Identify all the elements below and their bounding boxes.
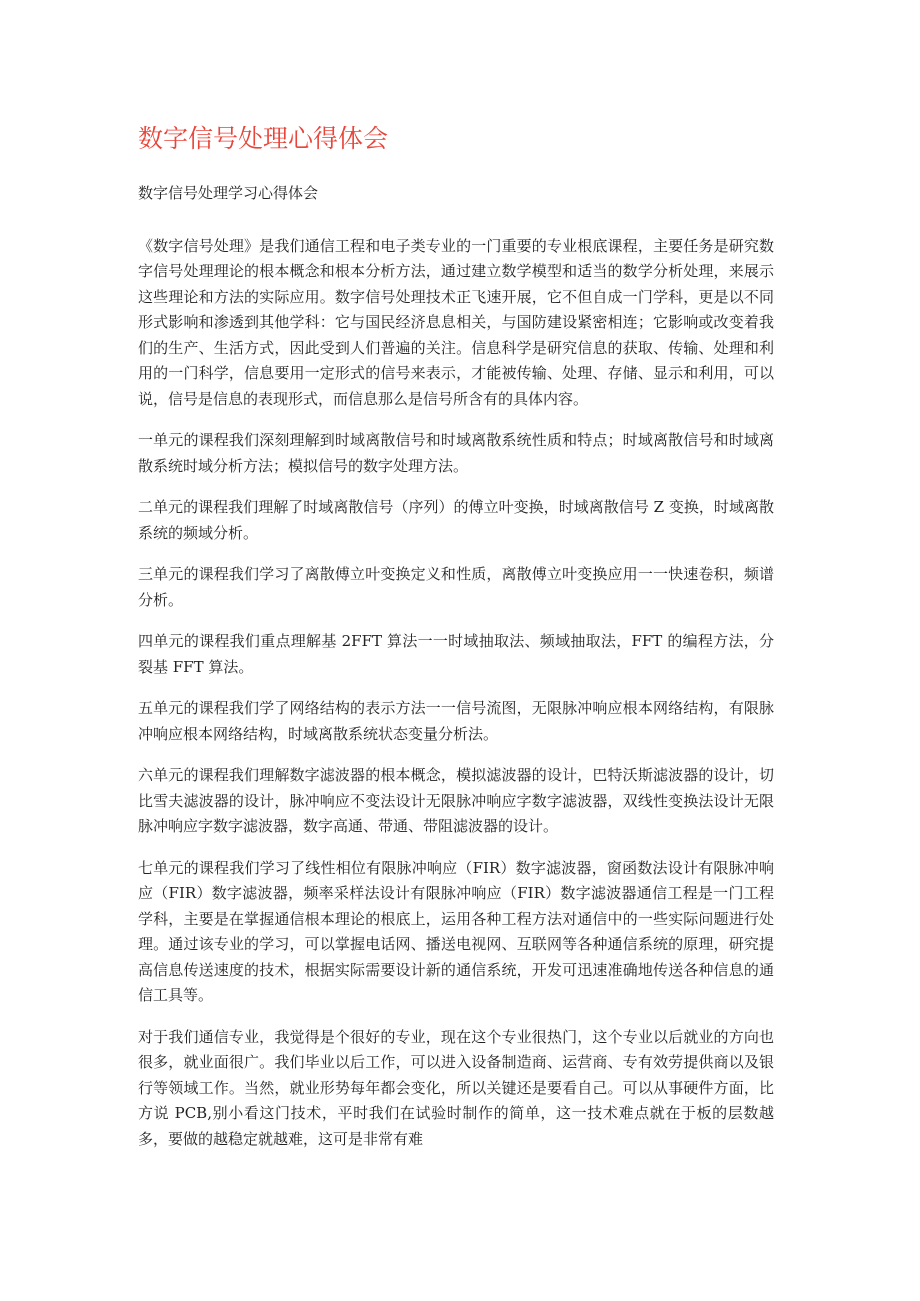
paragraph-unit-2: 二单元的课程我们理解了时域离散信号（序列）的傅立叶变换，时域离散信号 Z 变换，时域离散系统的频域分析。 [138,498,774,542]
paragraph-unit-1: 一单元的课程我们深刻理解到时域离散信号和时域离散系统性质和特点；时域离散信号和时域离散系统时域分析方法；模拟信号的数字处理方法。 [138,431,774,475]
paragraph-unit-7: 七单元的课程我们学习了线性相位有限脉冲响应（FIR）数字滤波器，窗函数法设计有限脉冲响应（FIR）数字滤波器，频率采样法设计有限脉冲响应（FIR）数字滤波器通信工程是一门工程学科，主要是在掌握通信根本理论的根底上，运用各种工程方法对通信中的一些实际问题进行处理。通过该专业的学习，可以掌握电话网、播送电视网、互联网等各种通信系统的原理，研究提高信息传送速度的技术，根据实际需要设计新的通信系统，开发可迅速准确地传送各种信息的通信工具等。 [138,858,774,1004]
document-title: 数字信号处理心得体会 [138,124,389,153]
paragraph-unit-4: 四单元的课程我们重点理解基 2FFT 算法一一时域抽取法、频域抽取法，FFT 的编程方法，分裂基 FFT 算法。 [138,632,774,676]
paragraph-intro: 《数字信号处理》是我们通信工程和电子类专业的一门重要的专业根底课程，主要任务是研究数字信号处理理论的根本概念和根本分析方法，通过建立数学模型和适当的数学分析处理，来展示这些理论和方法的实际应用。数字信号处理技术正飞速开展，它不但自成一门学科，更是以不同形式影响和渗透到其他学科：它与国民经济息息相关，与国防建设紧密相连；它影响或改变着我们的生产、生活方式，因此受到人们普遍的关注。信息科学是研究信息的获取、传输、处理和利用的一门科学，信息要用一定形式的信号来表示，才能被传输、处理、存储、显示和利用，可以说，信号是信息的表现形式，而信息那么是信号所含有的具体内容。 [138,236,774,408]
paragraph-unit-5: 五单元的课程我们学了网络结构的表示方法一一信号流图，无限脉冲响应根本网络结构，有限脉冲响应根本网络结构，时域离散系统状态变量分析法。 [138,699,774,743]
document-subtitle: 数字信号处理学习心得体会 [138,184,319,202]
paragraph-career: 对于我们通信专业，我觉得是个很好的专业，现在这个专业很热门，这个专业以后就业的方向也很多，就业面很广。我们毕业以后工作，可以进入设备制造商、运营商、专有效劳提供商以及银行等领域工作。当然，就业形势每年都会变化，所以关键还是要看自己。可以从事硬件方面，比方说 PCB,别小看这门技术，平时我们在试验时制作的简单，这一技术难点就在于板的层数越多，要做的越稳定就越难，这可是非常有难 [138,1027,774,1148]
paragraph-unit-6: 六单元的课程我们理解数字滤波器的根本概念，模拟滤波器的设计，巴特沃斯滤波器的设计，切比雪夫滤波器的设计，脉冲响应不变法设计无限脉冲响应字数字滤波器，双线性变换法设计无限脉冲响应字数字滤波器，数字高通、带通、带阻滤波器的设计。 [138,766,774,835]
paragraph-unit-3: 三单元的课程我们学习了离散傅立叶变换定义和性质，离散傅立叶变换应用一一快速卷积，频谱分析。 [138,565,774,609]
document-body [138,181,774,1168]
